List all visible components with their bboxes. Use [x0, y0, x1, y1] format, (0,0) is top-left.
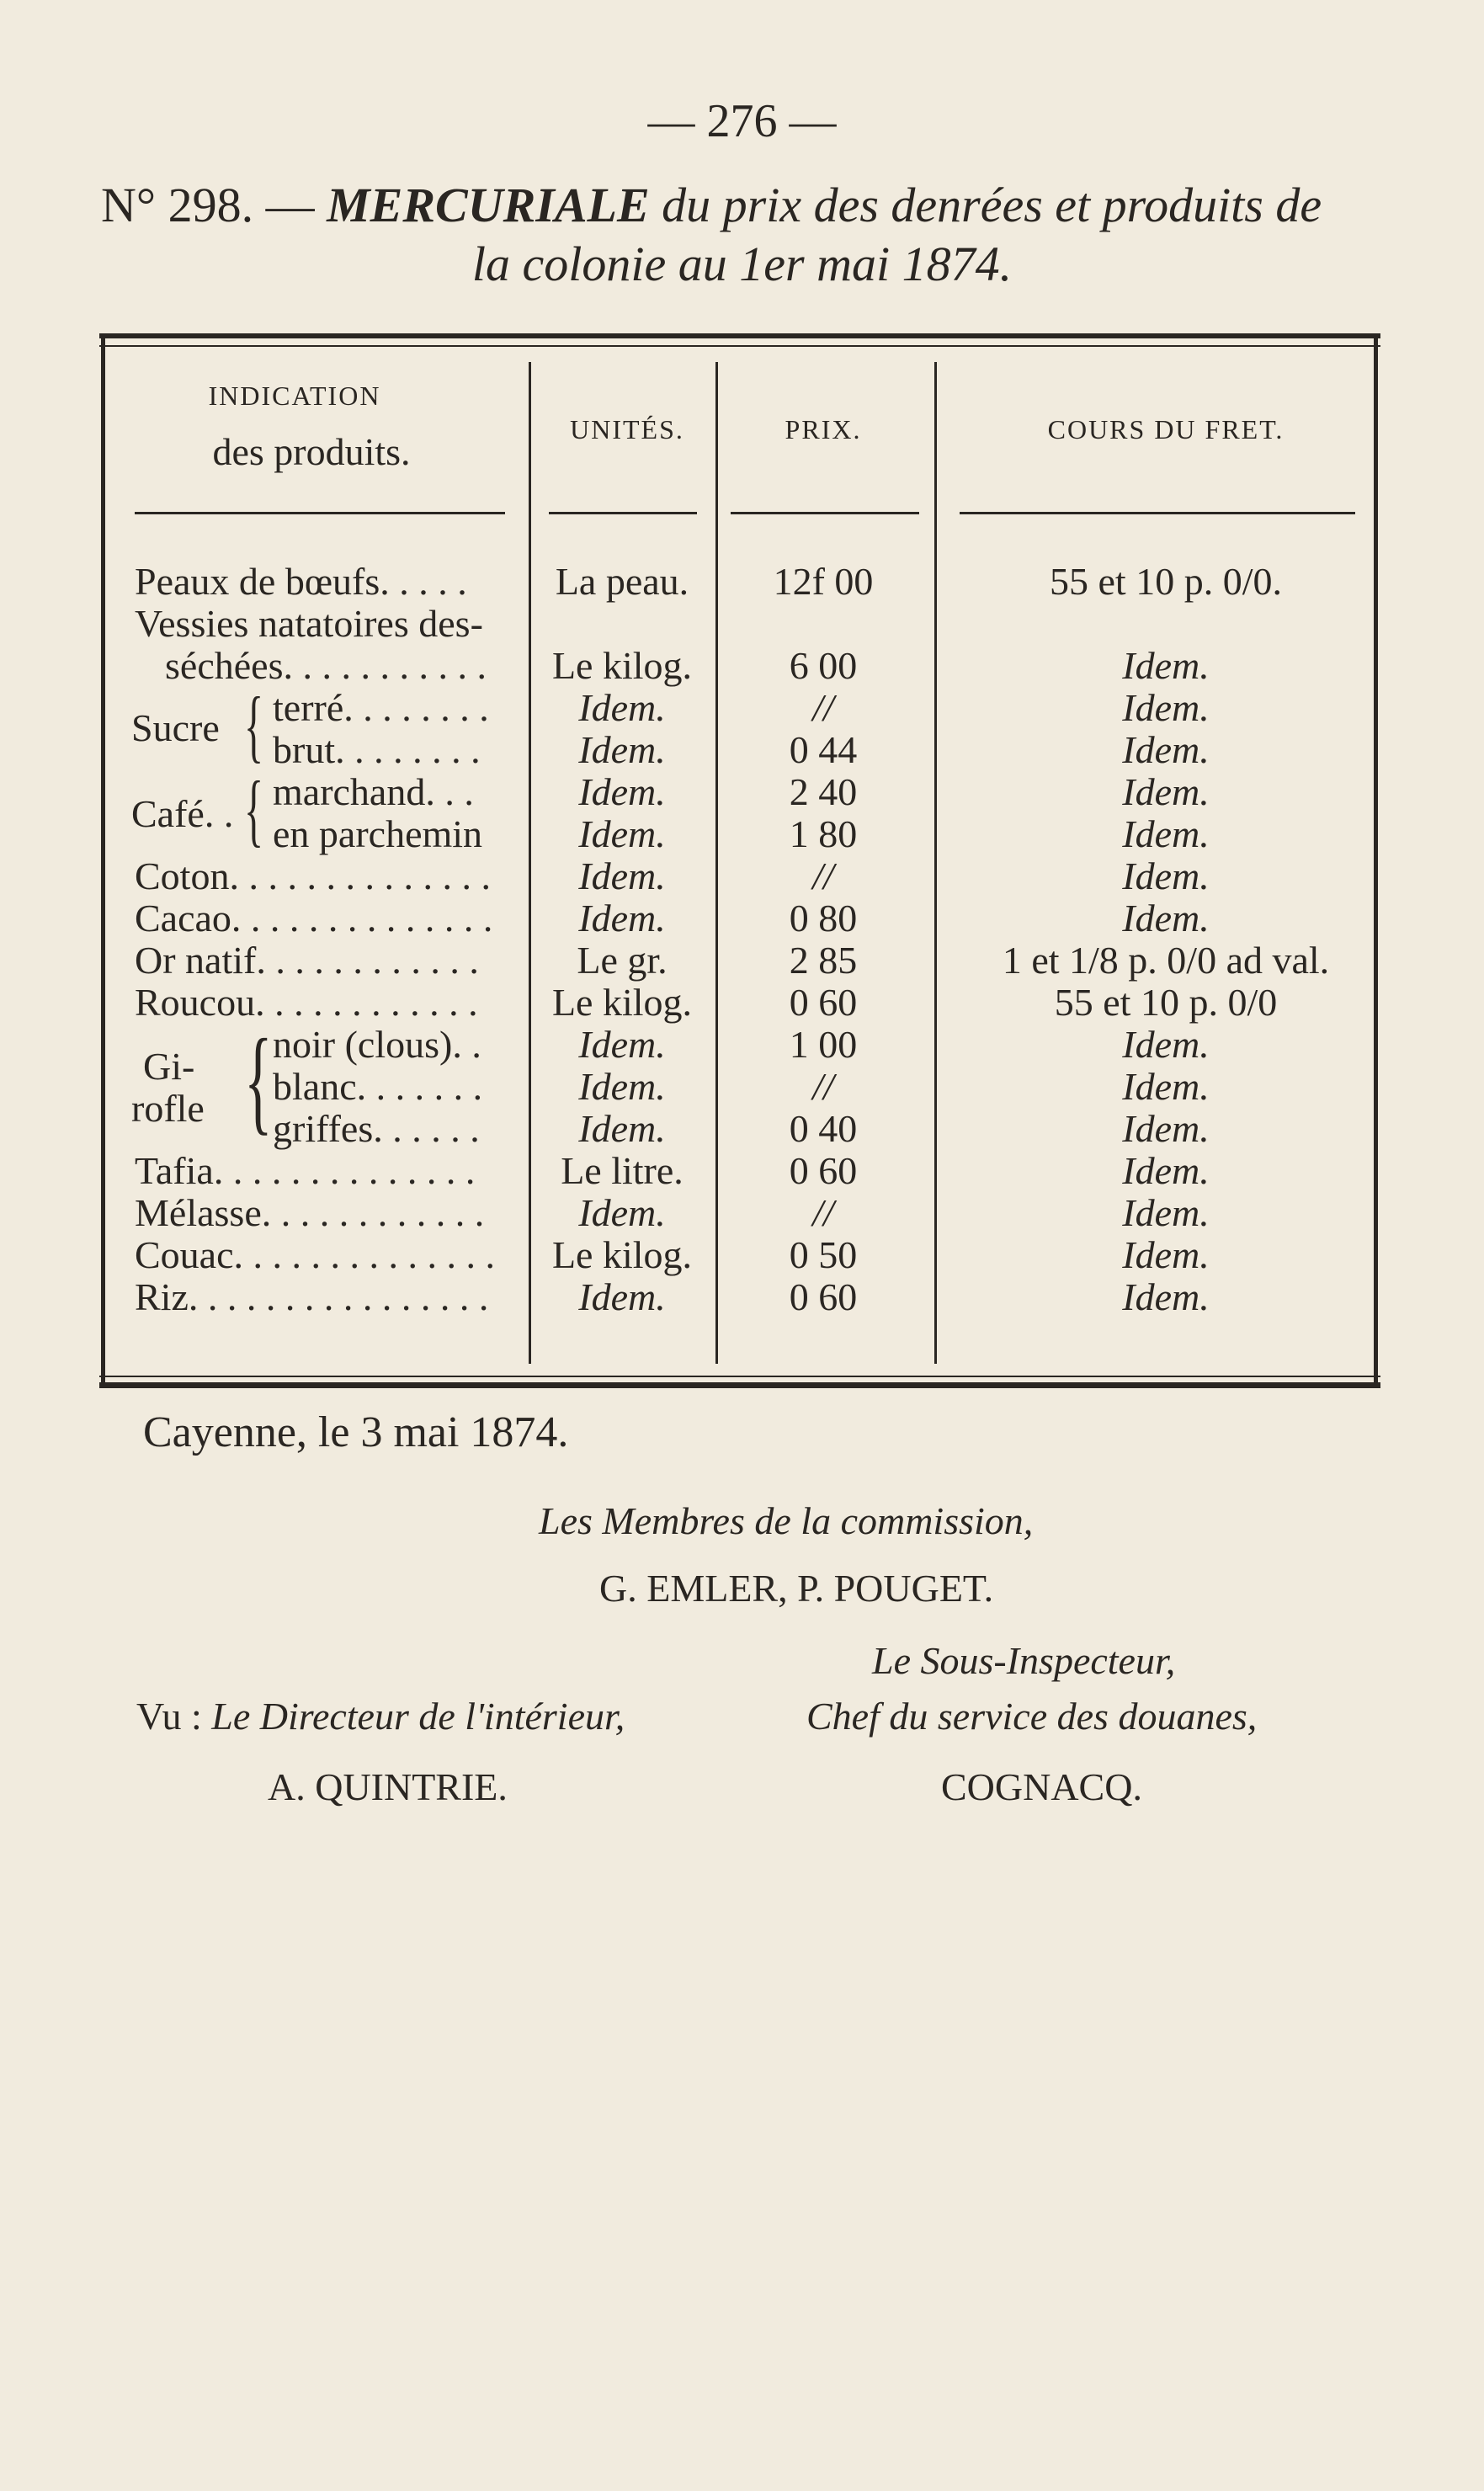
table-row-product: blanc. . . . . . . [273, 1065, 483, 1108]
table-row-product: Couac. . . . . . . . . . . . . . [135, 1233, 496, 1276]
table-row-unit: Idem. [578, 1023, 666, 1066]
table-row-price: 0 60 [789, 1149, 858, 1192]
table-row-product: Or natif. . . . . . . . . . . . [135, 939, 479, 982]
table-row-unit: Le gr. [577, 939, 668, 982]
group-label-cafe: Café. . [131, 792, 234, 835]
table-row-fret: Idem. [1122, 854, 1210, 897]
table-row-unit: Idem. [578, 854, 666, 897]
table-row-product: séchées. . . . . . . . . . . [165, 644, 487, 687]
table-row-unit: Le kilog. [551, 644, 693, 687]
table-row-price: 0 44 [789, 728, 858, 771]
table-row-unit: Idem. [578, 897, 666, 939]
directeur-title: Le Directeur de l'intérieur, [211, 1695, 625, 1738]
table-row-price: // [812, 686, 834, 729]
table-row-fret: Idem. [1122, 686, 1210, 729]
table-row-price: 1 00 [789, 1023, 858, 1066]
table-row-fret: Idem. [1122, 897, 1210, 939]
vu-line [136, 1694, 625, 1738]
group-label-girofle-1: Gi- [143, 1045, 195, 1088]
header-des-produits: des produits. [212, 430, 411, 473]
table-row-product: Cacao. . . . . . . . . . . . . . [135, 897, 493, 939]
title-main: MERCURIALE [327, 178, 650, 232]
table-row-price: 1 80 [789, 812, 858, 855]
table-left-border [101, 338, 105, 1386]
table-row-fret: 55 et 10 p. 0/0 [1054, 981, 1278, 1024]
table-row-unit: La peau. [555, 560, 689, 603]
table-row-fret: Idem. [1122, 1107, 1210, 1150]
left-signature: A. QUINTRIE. [268, 1765, 508, 1808]
table-row-product: Peaux de bœufs. . . . . [135, 560, 467, 603]
header-rule-fret [960, 512, 1355, 514]
table-row-unit: Idem. [578, 1191, 666, 1234]
table-row-fret: Idem. [1122, 1149, 1210, 1192]
table-row-price: // [812, 1065, 834, 1108]
title-rest: du prix des denrées et produits de [662, 178, 1322, 232]
header-rule-prix [731, 512, 919, 514]
header-indication: INDICATION [208, 381, 381, 411]
table-row-unit: Idem. [578, 686, 666, 729]
table-row-price: 6 00 [789, 644, 858, 687]
chef-title: Chef du service des douanes, [806, 1695, 1258, 1738]
table-row-product: marchand. . . [273, 770, 474, 813]
column-divider-fret [934, 362, 937, 1364]
table-row-product: griffes. . . . . . [273, 1107, 480, 1150]
table-top-rule [99, 333, 1380, 338]
table-row-unit: Idem. [578, 1107, 666, 1150]
table-row-fret: 1 et 1/8 p. 0/0 ad val. [1002, 939, 1330, 982]
commission-label: Les Membres de la commission, [539, 1499, 1034, 1542]
sous-inspecteur-title: Le Sous-Inspecteur, [872, 1639, 1176, 1682]
table-row-price: 0 60 [789, 1275, 858, 1318]
table-row-product: Vessies natatoires des- [135, 602, 483, 645]
table-row-price: 0 80 [789, 897, 858, 939]
place-date: Cayenne, le 3 mai 1874. [143, 1408, 569, 1456]
table-bottom-rule [99, 1376, 1380, 1377]
table-row-unit: Le kilog. [551, 1233, 693, 1276]
title-line-2: la colonie au 1er mai 1874. [471, 237, 1013, 291]
brace-icon: { [244, 680, 264, 770]
column-divider-unit [529, 362, 531, 1364]
vu-prefix: Vu : [136, 1695, 202, 1738]
table-row-product: Roucou. . . . . . . . . . . . [135, 981, 478, 1024]
table-row-product: noir (clous). . [273, 1023, 481, 1066]
brace-icon: { [244, 764, 264, 854]
table-row-fret: Idem. [1122, 1065, 1210, 1108]
table-row-unit: Idem. [578, 1065, 666, 1108]
table-row-unit: Idem. [578, 770, 666, 813]
header-prix: PRIX. [785, 414, 862, 444]
table-row-fret: Idem. [1122, 728, 1210, 771]
group-label-girofle-2: rofle [131, 1087, 205, 1130]
document-number: N° 298. [101, 178, 254, 232]
table-bottom-rule-thick [99, 1382, 1380, 1388]
right-signature: COGNACQ. [941, 1765, 1142, 1808]
table-top-rule-thin [99, 345, 1380, 347]
table-row-price: 2 40 [789, 770, 858, 813]
page-number: — 276 — [647, 95, 837, 147]
table-row-price: 12f 00 [773, 560, 874, 603]
commission-names: G. EMLER, P. POUGET. [599, 1567, 994, 1610]
table-row-price: // [812, 1191, 834, 1234]
table-row-product: terré. . . . . . . . [273, 686, 489, 729]
table-row-fret: Idem. [1122, 1275, 1210, 1318]
table-row-price: 0 50 [789, 1233, 858, 1276]
table-row-fret: Idem. [1122, 1233, 1210, 1276]
table-row-product: Tafia. . . . . . . . . . . . . . [135, 1149, 476, 1192]
header-unites: UNITÉS. [570, 414, 684, 444]
table-row-fret: Idem. [1122, 1023, 1210, 1066]
table-row-unit: Le kilog. [551, 981, 693, 1024]
header-rule-indication [135, 512, 505, 514]
table-row-unit: Idem. [578, 728, 666, 771]
table-row-fret: Idem. [1122, 1191, 1210, 1234]
table-row-price: 0 60 [789, 981, 858, 1024]
brace-icon: { [244, 1015, 273, 1146]
header-fret: COURS DU FRET. [1047, 414, 1285, 444]
table-row-unit: Le litre. [561, 1149, 683, 1192]
table-row-product: Coton. . . . . . . . . . . . . . [135, 854, 491, 897]
title-line-1 [101, 177, 1322, 233]
table-row-price: // [812, 854, 834, 897]
header-rule-unites [549, 512, 697, 514]
table-row-price: 2 85 [789, 939, 858, 982]
title-dash: — [265, 178, 315, 232]
table-row-fret: Idem. [1122, 644, 1210, 687]
table-row-unit: Idem. [578, 1275, 666, 1318]
column-divider-prix [715, 362, 718, 1364]
table-row-unit: Idem. [578, 812, 666, 855]
table-row-product: en parchemin [273, 812, 483, 855]
table-row-fret: Idem. [1122, 812, 1210, 855]
group-label-sucre: Sucre [131, 706, 220, 749]
table-row-price: 0 40 [789, 1107, 858, 1150]
table-row-product: Mélasse. . . . . . . . . . . . [135, 1191, 485, 1234]
table-row-fret: 55 et 10 p. 0/0. [1050, 560, 1282, 603]
table-row-fret: Idem. [1122, 770, 1210, 813]
table-row-product: Riz. . . . . . . . . . . . . . . . [135, 1275, 489, 1318]
table-row-product: brut. . . . . . . . [273, 728, 481, 771]
